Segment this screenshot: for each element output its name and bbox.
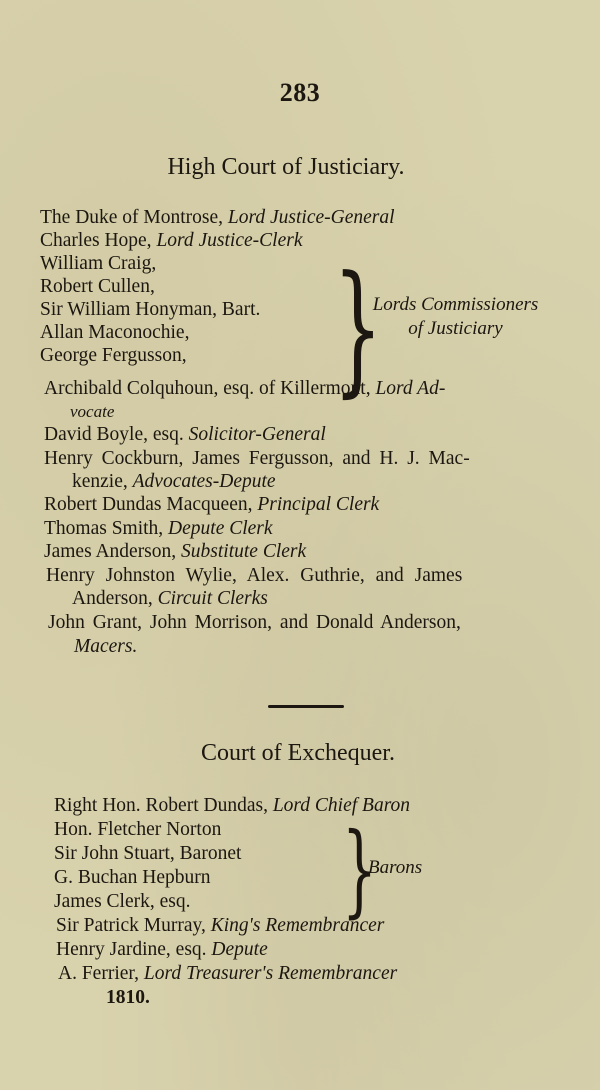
entry-charles-hope xyxy=(40,230,302,252)
bracket-label-lords-commissioners: Lords Commissioners xyxy=(372,294,539,315)
entry-name: James Anderson, xyxy=(44,541,177,562)
entry-name: G. Buchan Hepburn xyxy=(54,867,211,888)
entry-office: Circuit Clerks xyxy=(157,588,268,609)
entry-name: Robert Cullen, xyxy=(40,276,155,297)
section-title-court-of-exchequer: Court of Exchequer. xyxy=(201,740,395,766)
entry-office: Lord Ad- xyxy=(375,378,446,399)
entry-name: Right Hon. Robert Dundas, xyxy=(54,795,268,816)
entry-office: Depute Clerk xyxy=(168,518,273,539)
page-number: 283 xyxy=(279,78,321,107)
entry-william-honyman xyxy=(40,299,260,321)
entry-duke-of-montrose xyxy=(40,207,395,229)
section-divider xyxy=(268,705,344,708)
entry-name: Sir William Honyman, Bart. xyxy=(40,299,261,320)
entry-office: Substitute Clerk xyxy=(181,541,307,562)
entry-office: Lord Justice-Clerk xyxy=(156,230,303,251)
entry-a-ferrier xyxy=(58,963,397,985)
entry-name: Henry Johnston Wylie, Alex. Guthrie, and James xyxy=(46,565,463,586)
entry-john-grant xyxy=(48,612,461,634)
entry-david-boyle xyxy=(44,424,326,446)
entry-henry-johnston-wylie xyxy=(46,565,462,587)
entry-name: kenzie, xyxy=(72,471,128,492)
entry-name: A. Ferrier, xyxy=(58,963,139,984)
entry-george-fergusson xyxy=(40,345,187,367)
entry-james-anderson xyxy=(44,541,306,563)
entry-patrick-murray xyxy=(56,915,384,937)
entry-continuation: Macers. xyxy=(74,636,138,657)
entry-office: King's Remembrancer xyxy=(210,915,385,936)
entry-office: Depute xyxy=(211,939,268,960)
entry-henry-jardine xyxy=(56,939,268,961)
entry-fletcher-norton xyxy=(54,819,221,841)
entry-name: Robert Dundas Macqueen, xyxy=(44,494,253,515)
footer-year: 1810. xyxy=(106,987,150,1008)
brace-icon: } xyxy=(333,246,383,411)
entry-name: James Clerk, esq. xyxy=(54,891,191,912)
entry-john-stuart xyxy=(54,843,241,865)
entry-office: Lord Justice-General xyxy=(227,207,395,228)
entry-name: John Grant, John Morrison, and Donald Anderson, xyxy=(48,612,461,633)
entry-name: George Fergusson, xyxy=(40,345,187,366)
entry-name: Allan Maconochie, xyxy=(40,322,190,343)
entry-office: Lord Treasurer's Remembrancer xyxy=(143,963,398,984)
entry-continuation: vocate xyxy=(70,402,115,421)
brace-icon: } xyxy=(342,811,377,928)
entry-name: David Boyle, esq. xyxy=(44,424,184,445)
entry-name: Charles Hope, xyxy=(40,230,152,251)
entry-name: Sir John Stuart, Baronet xyxy=(54,843,242,864)
entry-name: Henry Jardine, esq. xyxy=(56,939,207,960)
entry-name: Sir Patrick Murray, xyxy=(56,915,206,936)
entry-archibald-colquhoun xyxy=(44,378,445,400)
bracket-label-barons: Barons xyxy=(368,857,423,878)
section-title-high-court: High Court of Justiciary. xyxy=(167,154,405,180)
entry-thomas-smith xyxy=(44,518,273,540)
entry-henry-cockburn xyxy=(44,448,470,470)
entry-office: Advocates-Depute xyxy=(132,471,276,492)
entry-william-craig xyxy=(40,253,156,275)
entry-name: Hon. Fletcher Norton xyxy=(54,819,222,840)
entry-name: Thomas Smith, xyxy=(44,518,164,539)
entry-continuation xyxy=(72,588,268,610)
entry-robert-cullen xyxy=(40,276,155,298)
entry-name: William Craig, xyxy=(40,253,157,274)
entry-allan-maconochie xyxy=(40,322,189,344)
entry-name: Henry Cockburn, James Fergusson, and H. J. Mac- xyxy=(44,448,470,469)
entry-james-clerk xyxy=(54,891,190,913)
entry-robert-dundas-macqueen xyxy=(44,494,379,516)
entry-office: Principal Clerk xyxy=(257,494,380,515)
entry-buchan-hepburn xyxy=(54,867,211,889)
entry-name: The Duke of Montrose, xyxy=(40,207,224,228)
entry-name: Anderson, xyxy=(72,588,153,609)
bracket-label-of-justiciary: of Justiciary xyxy=(408,318,503,339)
entry-office: Solicitor-General xyxy=(188,424,326,445)
entry-office: Lord Chief Baron xyxy=(272,795,411,816)
entry-name: Archibald Colquhoun, esq. of Killermont, xyxy=(44,378,371,399)
entry-continuation xyxy=(72,471,276,493)
